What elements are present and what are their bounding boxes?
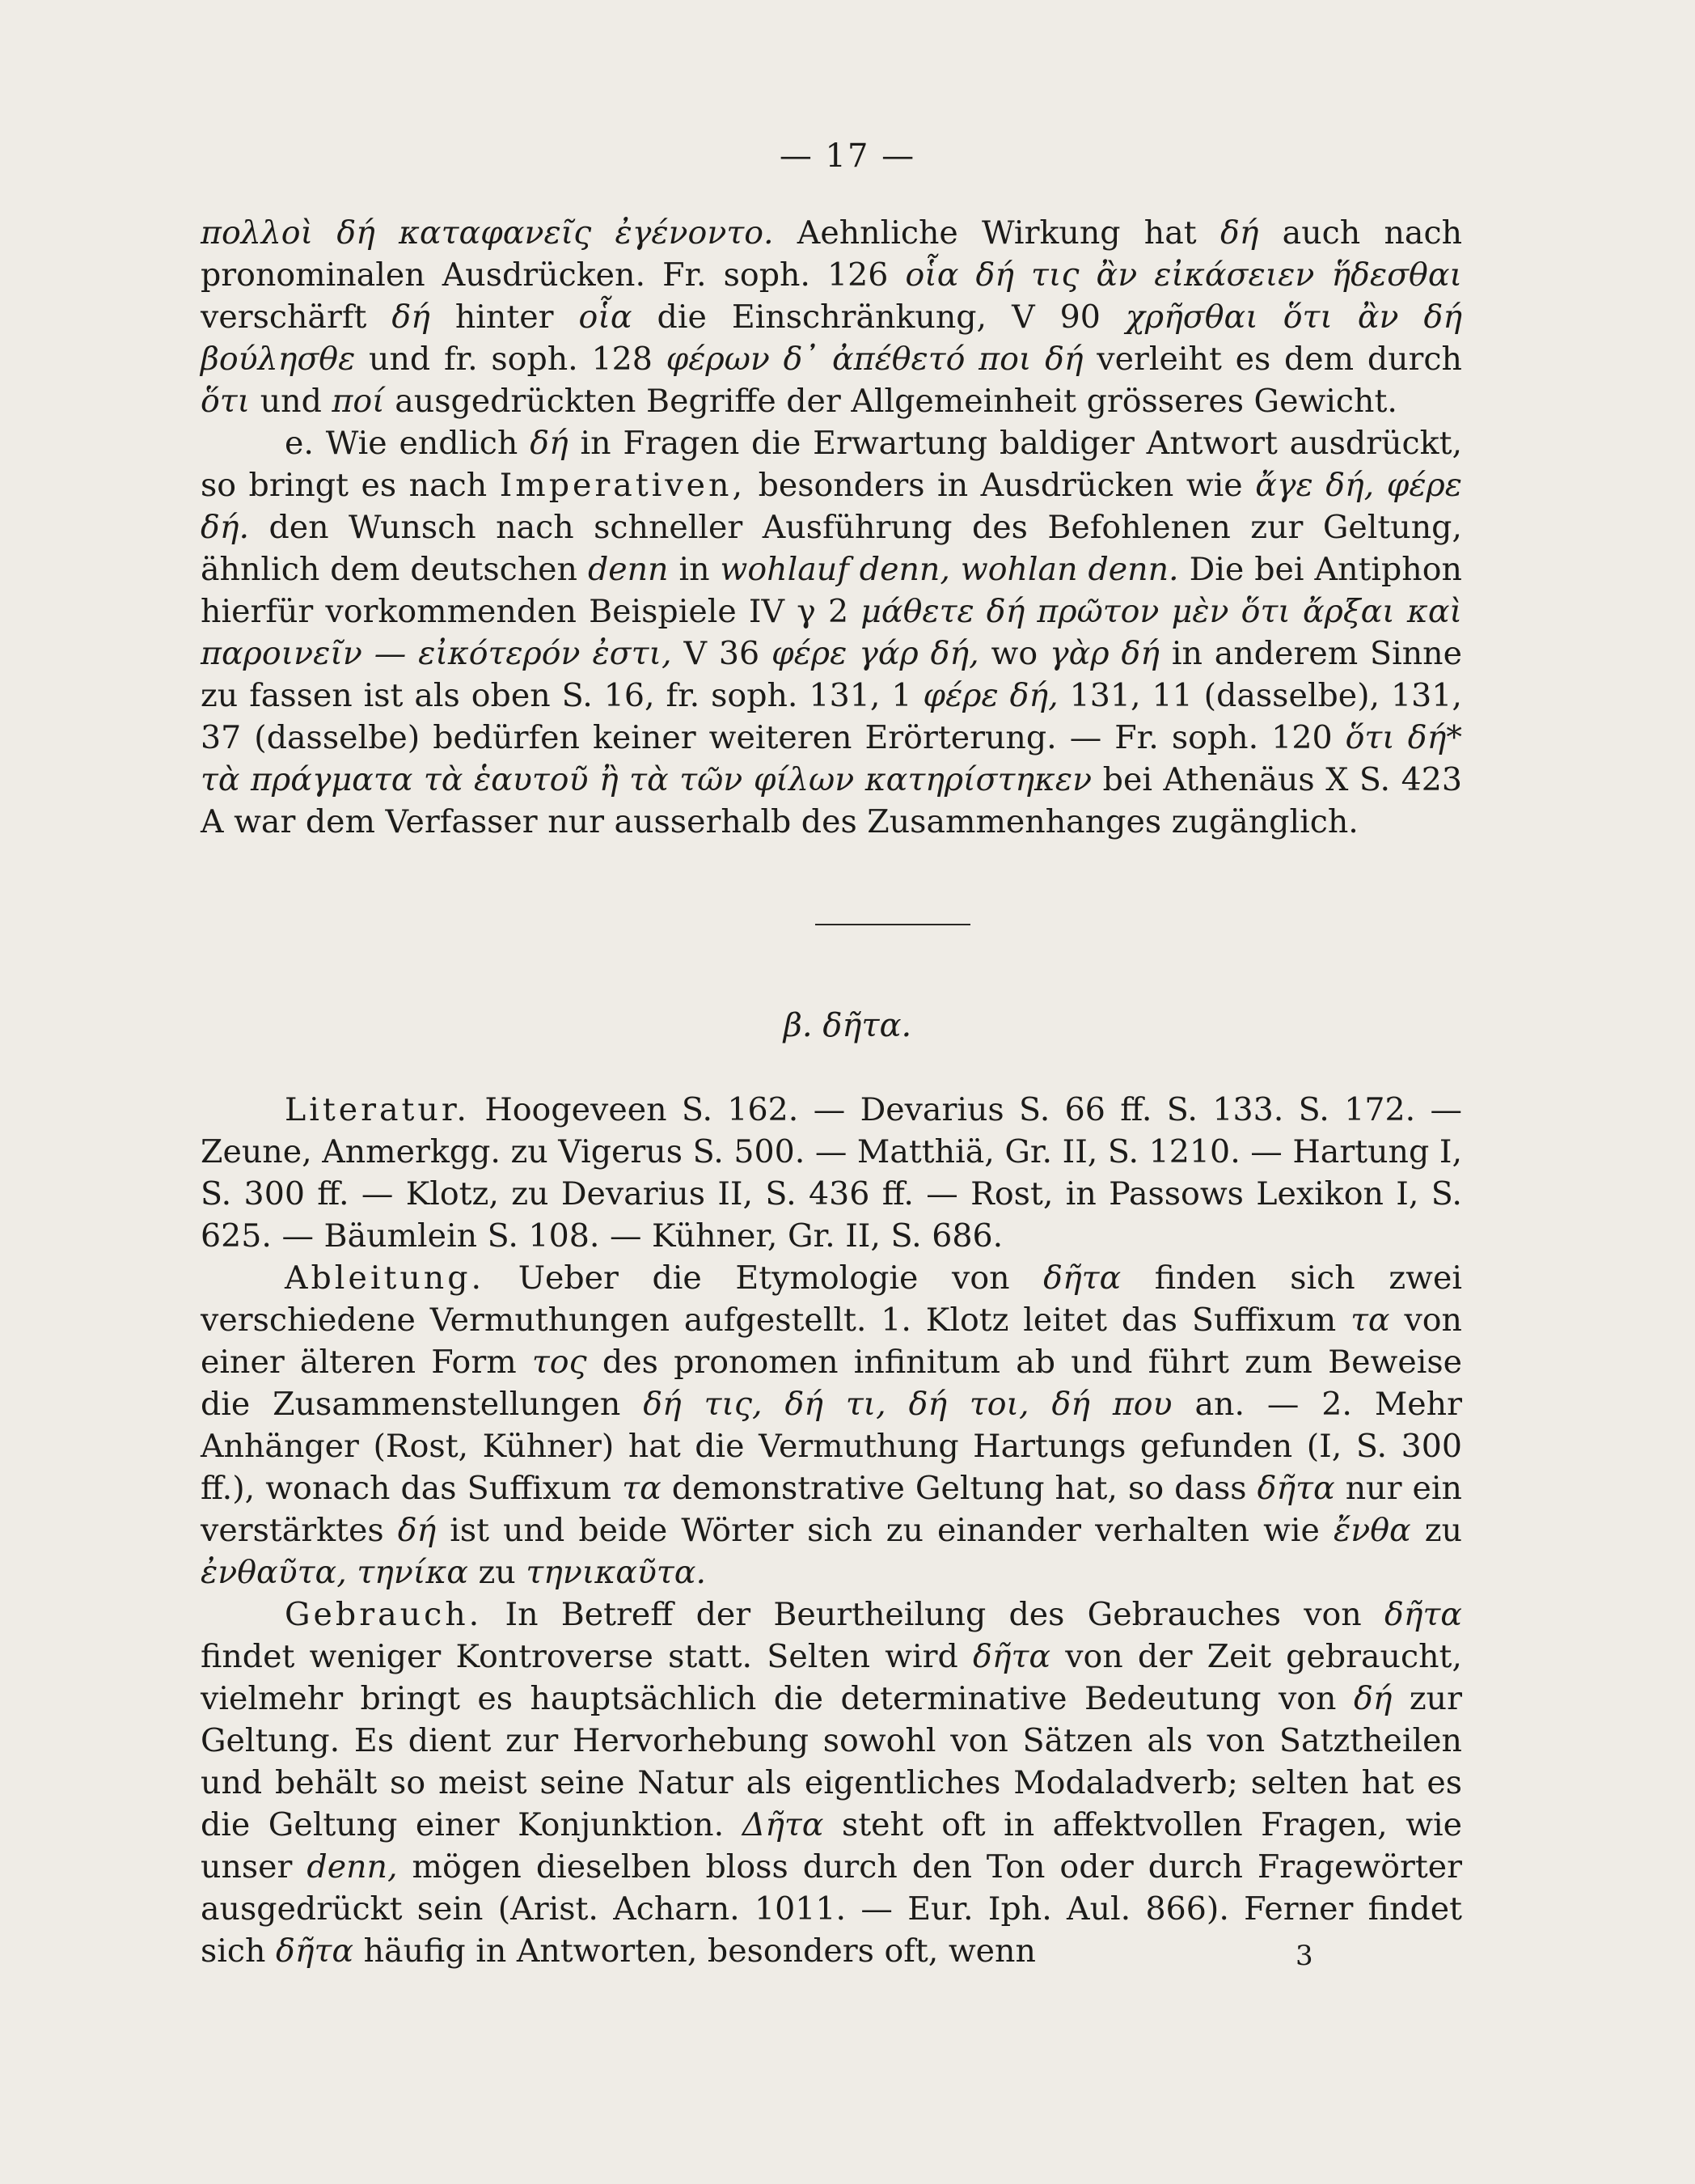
paragraph-gebrauch: Gebrauch. In Betreff der Beurtheilung des Gebrauches von δῆτα findet weniger Kontroverse statt. Selten wird δῆτα von der Zeit gebraucht, vielmehr bringt es hauptsächlich die determinative Bedeutung von δή zur Geltung. Es dient zur Hervorhebung sowohl von Sätzen als von Satztheilen und behält so meist seine Natur als eigentliches Modaladverb; selten hat es die Geltung einer Konjunktion. Δῆτα steht oft in affektvollen Fragen, wie unser denn, mögen dieselben bloss durch den Ton oder durch Fragewörter ausgedrückt sein (Arist. Acharn. 1011. — Eur. Iph. Aul. 866). Ferner findet sich δῆτα häufig in Antworten, besonders oft, wenn: [201, 1596, 1463, 1970]
text-block-top: [201, 212, 1462, 843]
section-title: β. δῆτα.: [783, 1007, 912, 1044]
paragraph-d-continued: πολλοὶ δή καταφανεῖς ἐγένοντο. Aehnliche Wirkung hat δή auch nach pronominalen Ausdrücken. Fr. soph. 126 οἷα δή τις ἂν εἰκάσειεν ἥδεσθαι verschärft δή hinter οἷα die Einschränkung, V 90 χρῆσθαι ὅτι ἂν δή βούλησθε und fr. soph. 128 φέρων δ᾽ ἀπέθετό ποι δή verleiht es dem durch ὅτι und ποί ausgedrückten Begriffe der Allgemeinheit grösseres Gewicht.: [201, 214, 1463, 420]
signature-mark: 3: [1296, 1940, 1313, 1972]
paragraph-literatur: Literatur. Hoogeveen S. 162. — Devarius S. 66 ff. S. 133. S. 172. — Zeune, Anmerkgg. zu Vigerus S. 500. — Matthiä, Gr. II, S. 1210. — Hartung I, S. 300 ff. — Klotz, zu Devarius II, S. 436 ff. — Rost, in Passows Lexikon I, S. 625. — Bäumlein S. 108. — Kühner, Gr. II, S. 686.: [201, 1091, 1462, 1255]
section-divider: [815, 924, 970, 925]
paragraph-e: e. Wie endlich δή in Fragen die Erwartung baldiger Antwort ausdrückt, so bringt es nach Imperativen, besonders in Ausdrücken wie ἄγε δή, φέρε δή. den Wunsch nach schneller Ausführung des Befohlenen zur Geltung, ähnlich dem deutschen denn in wohlauf denn, wohlan denn. Die bei Antiphon hierfür vorkommenden Beispiele IV γ 2 μάθετε δή πρῶτον μὲν ὅτι ἄρξαι καὶ παροινεῖν — εἰκότερόν ἐστι, V 36 φέρε γάρ δή, wo γὰρ δή in anderem Sinne zu fassen ist als oben S. 16, fr. soph. 131, 1 φέρε δή, 131, 11 (dasselbe), 131, 37 (dasselbe) bedürfen keiner weiteren Erörterung. — Fr. soph. 120 ὅτι δή* τὰ πράγματα τὰ ἑαυτοῦ ἢ τὰ τῶν φίλων κατηρίστηκεν bei Athenäus X S. 423 A war dem Verfasser nur ausserhalb des Zusammenhanges zugänglich.: [201, 425, 1463, 840]
text-block-bottom: [201, 1089, 1462, 1972]
page-number: — 17 —: [779, 138, 916, 175]
paragraph-ableitung: Ableitung. Ueber die Etymologie von δῆτα finden sich zwei verschiedene Vermuthungen aufgestellt. 1. Klotz leitet das Suffixum τα von einer älteren Form τος des pronomen infinitum ab und führt zum Beweise die Zusammenstellungen δή τις, δή τι, δή τοι, δή που an. — 2. Mehr Anhänger (Rost, Kühner) hat die Vermuthung Hartungs gefunden (I, S. 300 ff.), wonach das Suffixum τα demonstrative Geltung hat, so dass δῆτα nur ein verstärktes δή ist und beide Wörter sich zu einander verhalten wie ἔνθα zu ἐνθαῦτα, τηνίκα zu τηνικαῦτα.: [201, 1259, 1463, 1591]
